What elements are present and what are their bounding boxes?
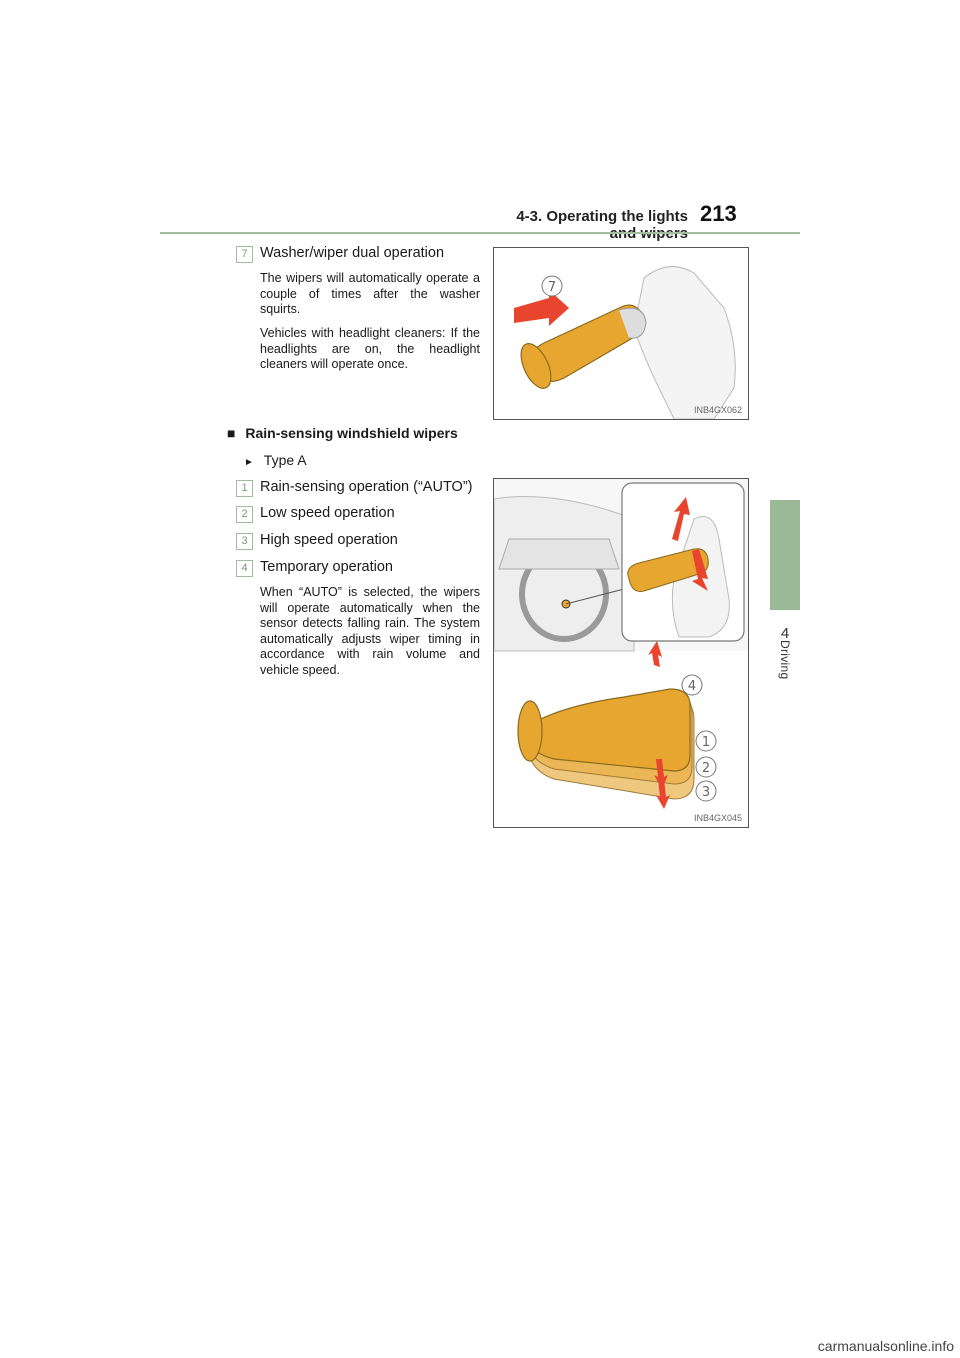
- item-title-high-speed: High speed operation: [260, 532, 398, 548]
- item-title-auto: Rain-sensing operation (“AUTO”): [260, 479, 473, 495]
- figure2-callout-4: 4: [687, 679, 697, 694]
- type-arrow-icon: ►: [244, 457, 254, 468]
- item-marker-4: 4: [236, 560, 253, 577]
- item-marker-2: 2: [236, 506, 253, 523]
- figure2-callout-2: 2: [701, 761, 711, 776]
- figure2-code: INB4GX045: [693, 813, 742, 823]
- figure1-callout-7: 7: [547, 280, 557, 295]
- item-title-temporary: Temporary operation: [260, 559, 393, 575]
- chapter-tab: [770, 500, 800, 610]
- item-marker-3: 3: [236, 533, 253, 550]
- page-number: 213: [700, 201, 737, 226]
- running-header-title: 4-3. Operating the lights: [516, 208, 688, 225]
- type-a-heading: [244, 452, 307, 468]
- footer-watermark: carmanualsonline.info: [817, 1338, 954, 1354]
- item7-paragraph-1: The wipers will automatically operate a couple of times after the washer squirts.: [260, 271, 480, 316]
- washer-lever-illustration: [494, 248, 748, 419]
- item-title-low-speed: Low speed operation: [260, 505, 395, 521]
- chapter-tab-label: Driving: [778, 640, 792, 680]
- figure2-callout-3: 3: [701, 785, 711, 800]
- item7-paragraph-2: Vehicles with headlight cleaners: If the headlights are on, the headlight cleaners will operate once.: [260, 326, 480, 371]
- type-a-label: Type A: [263, 452, 307, 468]
- auto-description: When “AUTO” is selected, the wipers will operate automatically when the sensor detects falling rain. The system automatically adjusts wiper timing in accordance with rain volume and vehicle speed.: [260, 585, 480, 677]
- item-marker-7: 7: [236, 246, 253, 263]
- section-bullet: ■: [227, 425, 236, 441]
- figure2-callout-1: 1: [701, 735, 711, 750]
- item-marker-1: 1: [236, 480, 253, 497]
- figure1-code: INB4GX062: [693, 405, 742, 415]
- section-title: Rain-sensing windshield wipers: [245, 425, 458, 441]
- header-rule: [160, 232, 800, 234]
- figure-rain-sensing-lever: [493, 478, 749, 828]
- figure-washer-lever: [493, 247, 749, 420]
- rain-sensing-illustration: [494, 479, 748, 827]
- item-title-washer-wiper: Washer/wiper dual operation: [260, 245, 445, 261]
- chapter-tab-number: 4: [780, 625, 790, 642]
- section-heading: [227, 425, 458, 441]
